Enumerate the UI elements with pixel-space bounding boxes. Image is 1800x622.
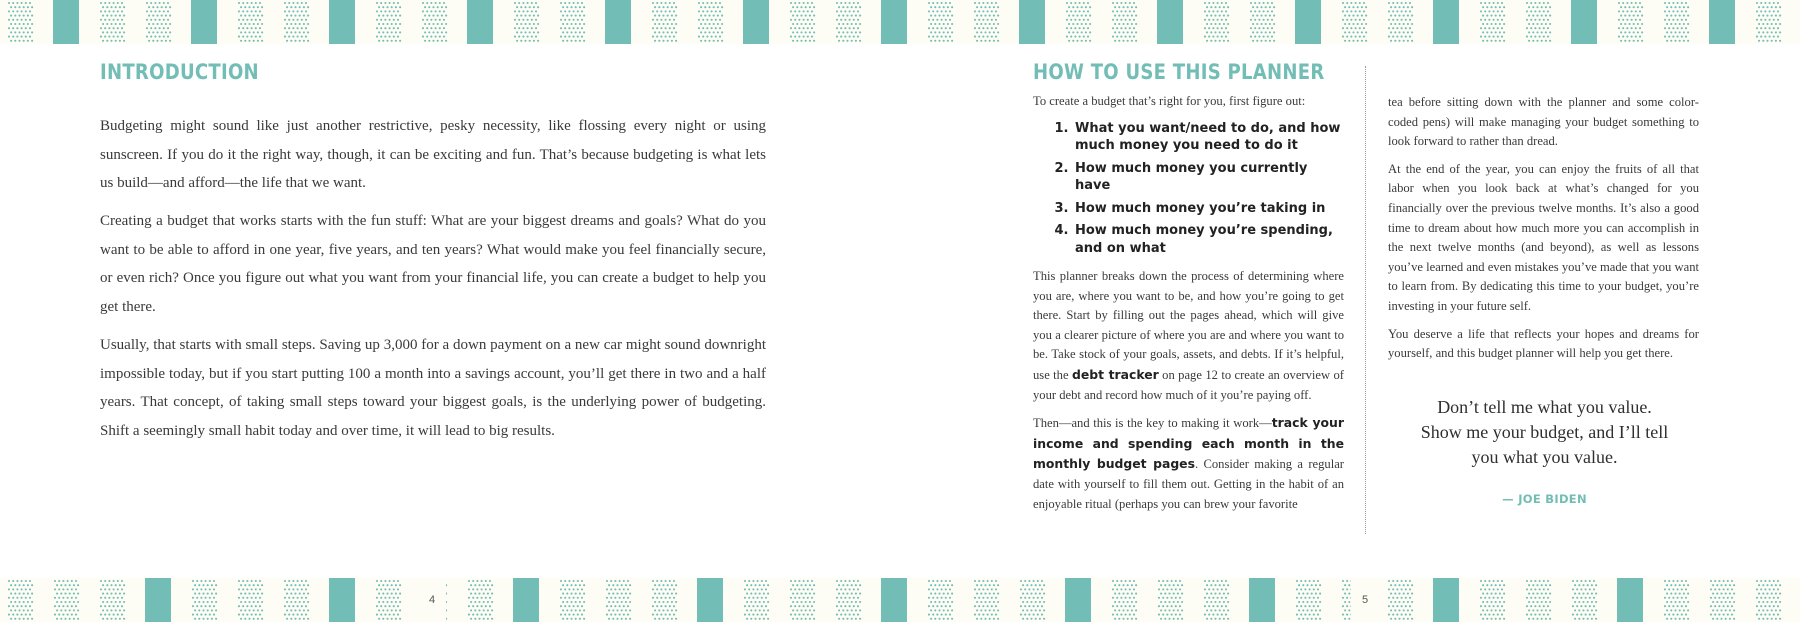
dotted-block — [1066, 2, 1091, 42]
dotted-block — [652, 2, 677, 42]
debt-tracker-link-text: debt tracker — [1071, 367, 1159, 383]
planner-column-2 — [1388, 93, 1699, 372]
dotted-block — [1710, 580, 1735, 620]
solid-block — [1433, 578, 1459, 622]
list-item: 1. What you want/need to do, and how much money you need to do it — [1073, 120, 1344, 155]
pull-quote — [1372, 395, 1717, 470]
list-lead: To create a budget that’s right for you, first figure out: — [1033, 94, 1306, 108]
quote-line: Show me your budget, and I’ll tell — [1420, 422, 1669, 442]
dotted-block — [928, 2, 953, 42]
dotted-block — [1664, 580, 1689, 620]
dotted-block — [192, 580, 217, 620]
dotted-block — [1572, 580, 1597, 620]
continuation-paragraph: tea before sitting down with the planner and some color-coded pens) will make managing your budget something to look forward to rather than dread. — [1388, 95, 1699, 149]
dotted-block — [1664, 2, 1689, 42]
dotted-block — [560, 2, 585, 42]
dotted-block — [468, 580, 493, 620]
tracking-text-end: . Consider making a regular date with yourself to fill them out. Getting in the habit of an enjoyable ritual (perhaps you can brew your favorite — [1033, 457, 1344, 511]
dotted-block — [1112, 2, 1137, 42]
dotted-block — [1296, 580, 1321, 620]
process-text: This planner breaks down the process of determining where you are, where you want to be, and how you’re going to get there. Start by filling out the pages ahead, which will give you a clearer picture of where you are and where you want to be. Take stock of your goals, assets, and debts. If it’s helpful, use the — [1033, 269, 1344, 383]
bottom-decorative-border — [0, 578, 1800, 622]
dotted-block — [284, 580, 309, 620]
solid-block — [1709, 0, 1735, 44]
quote-line: you what you value. — [1471, 447, 1618, 467]
figure-out-list — [1033, 120, 1344, 258]
solid-block — [1065, 578, 1091, 622]
introduction-body — [100, 112, 766, 455]
how-to-use-heading: HOW TO USE THIS PLANNER — [1033, 60, 1325, 84]
dotted-block — [376, 580, 401, 620]
planner-column-1 — [1033, 92, 1344, 522]
introduction-heading: INTRODUCTION — [100, 60, 259, 84]
intro-paragraph: Usually, that starts with small steps. Saving up 3,000 for a down payment on a new car might sound downright impossible today, but if you start putting 100 a month into a savings account, you’ll get there in two and a half years. That concept, of taking small steps toward your biggest goals, is the underlying power of budgeting. Shift a seemingly small habit today and over time, it will lead to big results. — [100, 337, 766, 439]
solid-block — [881, 0, 907, 44]
dotted-block — [238, 2, 263, 42]
tracking-text: Then—and this is the key to making it work— — [1033, 416, 1272, 431]
dotted-block — [1020, 580, 1045, 620]
column-divider — [1365, 66, 1366, 534]
dotted-block — [1388, 2, 1413, 42]
dotted-block — [1158, 580, 1183, 620]
solid-block — [329, 0, 355, 44]
solid-block — [1249, 578, 1275, 622]
solid-block — [881, 578, 907, 622]
dotted-block — [1342, 2, 1367, 42]
tracking-paragraph — [1033, 413, 1344, 514]
intro-paragraph: Creating a budget that works starts with the fun stuff: What are your biggest dreams and goals? What do you want to be able to afford in one year, five years, and ten years? What would make you feel financially secure, or even rich? Once you figure out what you want from your financial life, you can create a budget to help you get there. — [100, 213, 766, 316]
solid-block — [1617, 578, 1643, 622]
dotted-block — [238, 580, 263, 620]
solid-block — [1571, 0, 1597, 44]
dotted-block — [422, 2, 447, 42]
dotted-block — [928, 580, 953, 620]
dotted-block — [54, 580, 79, 620]
page-number-left: 4 — [418, 578, 446, 622]
dotted-block — [514, 2, 539, 42]
list-item: 2. How much money you currently have — [1073, 160, 1344, 195]
page-number-right: 5 — [1351, 578, 1379, 622]
solid-block — [53, 0, 79, 44]
solid-block — [145, 578, 171, 622]
dotted-block — [100, 2, 125, 42]
solid-block — [329, 578, 355, 622]
dotted-block — [836, 580, 861, 620]
list-item: 3. How much money you’re taking in — [1073, 200, 1344, 218]
dotted-block — [8, 2, 33, 42]
dotted-block — [1204, 580, 1229, 620]
closing-paragraph: You deserve a life that reflects your hopes and dreams for yourself, and this budget planner will help you get there. — [1388, 326, 1699, 361]
solid-block — [467, 0, 493, 44]
dotted-block — [1756, 2, 1781, 42]
solid-block — [1295, 0, 1321, 44]
dotted-block — [974, 580, 999, 620]
dotted-block — [1112, 580, 1137, 620]
solid-block — [605, 0, 631, 44]
dotted-block — [1480, 580, 1505, 620]
dotted-block — [1618, 2, 1643, 42]
top-pattern — [0, 0, 1800, 44]
dotted-block — [652, 580, 677, 620]
solid-block — [743, 0, 769, 44]
dotted-block — [1526, 580, 1551, 620]
dotted-block — [1250, 2, 1275, 42]
process-paragraph — [1033, 267, 1344, 405]
dotted-block — [790, 2, 815, 42]
dotted-block — [790, 580, 815, 620]
track-income-emphasis: track your income and spending each month in the monthly budget pages — [1033, 415, 1344, 472]
intro-paragraph: Budgeting might sound like just another restrictive, pesky necessity, like flossing every night or using sunscreen. If you do it the right way, though, it can be exciting and fun. That’s because budgeting is what lets us build—and afford—the life that we want. — [100, 118, 766, 192]
quote-line: Don’t tell me what you value. — [1437, 397, 1652, 417]
process-text-end: on page 12 to create an overview of your debt and record how much of it you’re paying off. — [1033, 368, 1344, 402]
solid-block — [697, 578, 723, 622]
dotted-block — [560, 580, 585, 620]
dotted-block — [146, 2, 171, 42]
dotted-block — [744, 580, 769, 620]
dotted-block — [974, 2, 999, 42]
bottom-pattern — [0, 578, 1800, 622]
solid-block — [1019, 0, 1045, 44]
solid-block — [513, 578, 539, 622]
dotted-block — [1204, 2, 1229, 42]
list-item: 4. How much money you’re spending, and on what — [1073, 222, 1344, 257]
dotted-block — [1388, 580, 1413, 620]
dotted-block — [8, 580, 33, 620]
quote-attribution: — JOE BIDEN — [1502, 492, 1587, 506]
dotted-block — [698, 2, 723, 42]
dotted-block — [606, 580, 631, 620]
solid-block — [1433, 0, 1459, 44]
top-decorative-border — [0, 0, 1800, 44]
dotted-block — [100, 580, 125, 620]
dotted-block — [1756, 580, 1781, 620]
dotted-block — [836, 2, 861, 42]
solid-block — [191, 0, 217, 44]
dotted-block — [1480, 2, 1505, 42]
dotted-block — [1526, 2, 1551, 42]
solid-block — [1157, 0, 1183, 44]
year-end-paragraph: At the end of the year, you can enjoy the fruits of all that labor when you look back at what’s changed for you financially over the previous twelve months. It’s also a good time to dream about how much more you can accomplish in the next twelve months (and beyond), as well as lessons you’ve learned and even mistakes you’ve made that you want to learn from. By dedicating this time to your budget, you’re investing in your future self. — [1388, 161, 1699, 313]
dotted-block — [376, 2, 401, 42]
dotted-block — [284, 2, 309, 42]
